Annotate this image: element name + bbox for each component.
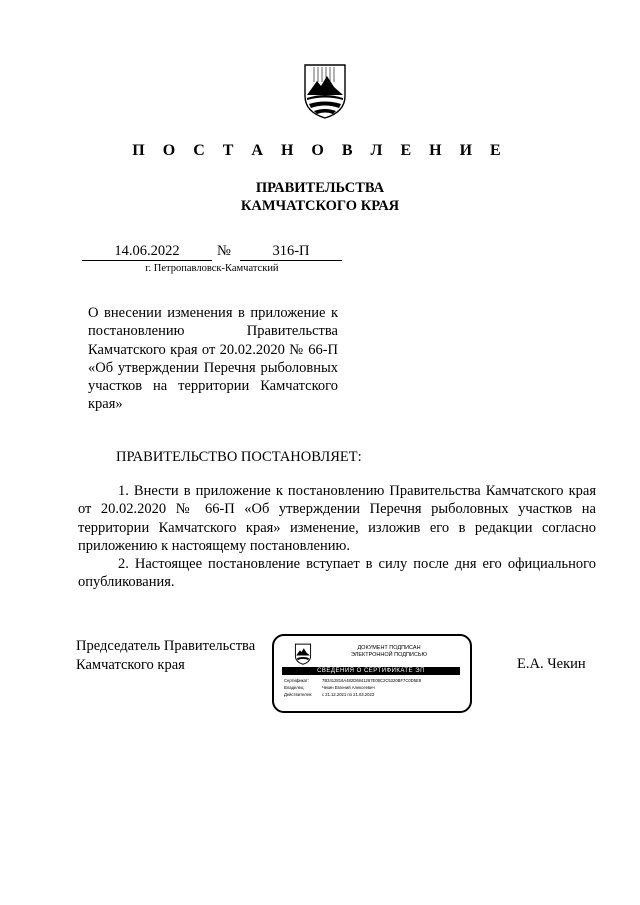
issuer-line-1: ПРАВИТЕЛЬСТВА: [255, 180, 385, 196]
signer-name: Е.А. Чекин: [517, 656, 586, 672]
stamp-validity-value: с 21.12.2021 по 21.03.2023: [322, 692, 375, 697]
stamp-owner-label: Владелец:: [284, 685, 305, 690]
stamp-validity-label: Действителен:: [284, 692, 313, 697]
signer-position: [76, 637, 255, 675]
city-label: г. Петропавловск-Камчатский: [145, 263, 279, 274]
decree-intro: ПРАВИТЕЛЬСТВО ПОСТАНОВЛЯЕТ:: [116, 449, 362, 465]
stamp-title-line-1: ДОКУМЕНТ ПОДПИСАН: [357, 645, 421, 651]
stamp-certificate-row: [284, 678, 421, 683]
kamchatka-coat-of-arms-icon: [302, 62, 348, 120]
stamp-certificate-value: 7B3412816A482D6841267E08C2C5320BF7C0D5E8: [322, 678, 422, 683]
number-sign: №: [217, 243, 231, 259]
signer-position-line-2: Камчатского края: [76, 657, 185, 673]
document-type-title: П О С Т А Н О В Л Е Н И Е: [132, 142, 508, 159]
issuer-line-2: КАМЧАТСКОГО КРАЯ: [240, 198, 400, 214]
document-date: 14.06.2022: [82, 243, 212, 261]
stamp-title-line-2: ЭЛЕКТРОННОЙ ПОДПИСЬЮ: [350, 652, 428, 658]
document-body: [78, 482, 596, 592]
signer-position-line-1: Председатель Правительства: [76, 638, 256, 654]
electronic-signature-stamp: [272, 634, 472, 713]
stamp-certificate-label: Сертификат:: [284, 678, 309, 683]
document-subject: О внесении изменения в приложение к постановлению Правительства Камчатского края от 20.02.2020 № 66-П «Об утверждении Перечня рыболовных участков на территории Камчатского края»: [88, 305, 338, 413]
stamp-certificate-bar: СВЕДЕНИЯ О СЕРТИФИКАТЕ ЭП: [282, 667, 460, 675]
stamp-title: [324, 645, 454, 659]
paragraph-2: 2. Настоящее постановление вступает в силу после дня его официального опубликования.: [78, 556, 596, 591]
stamp-coat-of-arms-icon: [294, 643, 312, 665]
stamp-owner-value: Чекин Евгений Алексеевич: [322, 685, 375, 690]
paragraph-1: 1. Внести в приложение к постановлению Правительства Камчатского края от 20.02.2020 № 66-П «Об утверждении Перечня рыболовных участков на территории Камчатского края» изменение, изложив его в редакции согласно приложению к настоящему постановлению.: [78, 483, 596, 554]
document-number: 316-П: [240, 243, 342, 261]
stamp-owner-row: [284, 685, 375, 690]
stamp-validity-row: [284, 692, 374, 697]
